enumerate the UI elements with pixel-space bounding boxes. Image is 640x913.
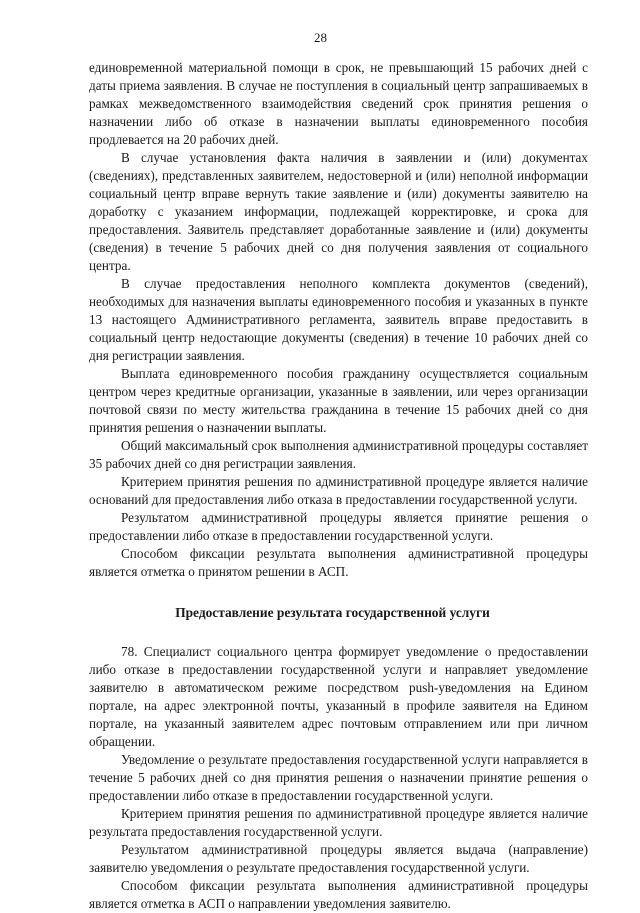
- section-title: Предоставление результата государственной услуги: [175, 605, 490, 620]
- paragraph-decision-criterion: Критерием принятия решения по административной процедуре является наличие оснований для предоставления либо отказа в предоставлении государственной услуги.: [89, 474, 588, 507]
- paragraph-return-for-revision: В случае установления факта наличия в заявлении и (или) документах (сведениях), представленных заявителем, недостоверной и (или) неполной информации социальный центр вправе вернуть такие заявление и (или) документы заявителю на доработку с указанием информации, подлежащей корректировке, и срока для предоставления. Заявитель представляет доработанные заявление и (или) документы (сведения) в течение 5 рабочих дней со дня получения заявления от социального центра.: [89, 150, 588, 273]
- paragraph-item-78: 78. Специалист социального центра формирует уведомление о предоставлении либо отказе в предоставлении государственной услуги и направляет уведомление заявителю в автоматическом режиме посредством push-уведомления на Едином портале, на адрес электронной почты, указанный в профиле заявителя на Едином портале, на указанный заявителем адрес почтовым отправлением или при личном обращении.: [89, 644, 588, 749]
- paragraph-result-criterion: Критерием принятия решения по административной процедуре является наличие результата предоставления государственной услуги.: [89, 806, 588, 839]
- page-number: 28: [314, 30, 327, 45]
- paragraph-continuation: единовременной материальной помощи в срок, не превышающий 15 рабочих дней с даты приема заявления. В случае не поступления в социальный центр запрашиваемых в рамках межведомственного взаимодействия сведений срок принятия решения о назначении либо об отказе в назначении выплаты единовременного пособия продлевается на 20 рабочих дней.: [89, 60, 588, 147]
- paragraph-incomplete-documents: В случае предоставления неполного комплекта документов (сведений), необходимых для назначения выплаты единовременного пособия и указанных в пункте 13 настоящего Административного регламента, заявитель вправе предоставить в социальный центр недостающие документы (сведения) в течение 10 рабочих дней со дня регистрации заявления.: [89, 276, 588, 363]
- paragraph-procedure-result: Результатом административной процедуры является принятие решения о предоставлении либо отказе в предоставлении государственной услуги.: [89, 510, 588, 543]
- paragraph-result-fixation: Способом фиксации результата выполнения административной процедуры является отметка в АСП о направлении уведомления заявителю.: [89, 878, 588, 911]
- paragraph-notification-term: Уведомление о результате предоставления государственной услуги направляется в течение 5 рабочих дней со дня принятия решения о назначении принятие решения о предоставлении либо отказе в предоставлении государственной услуги.: [89, 752, 588, 803]
- paragraph-max-duration: Общий максимальный срок выполнения административной процедуры составляет 35 рабочих дней со дня регистрации заявления.: [89, 438, 588, 471]
- paragraph-payment: Выплата единовременного пособия гражданину осуществляется социальным центром через кредитные организации, указанные в заявлении, или через организации почтовой связи по месту жительства гражданина в течение 15 рабочих дней со дня принятия решения о назначении выплаты.: [89, 366, 588, 435]
- paragraph-result-delivery: Результатом административной процедуры является выдача (направление) заявителю уведомления о результате предоставления государственной услуги.: [89, 842, 588, 875]
- paragraph-fixation-method: Способом фиксации результата выполнения административной процедуры является отметка о принятом решении в АСП.: [89, 546, 588, 579]
